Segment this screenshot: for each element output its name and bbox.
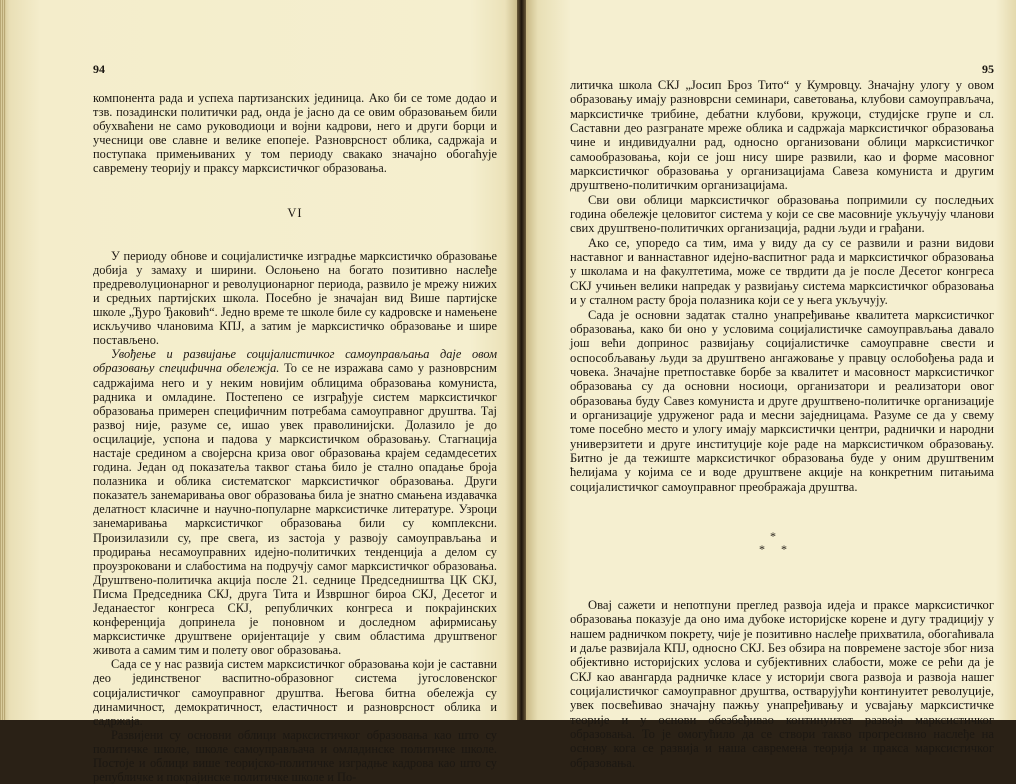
asterisk: * xyxy=(770,528,776,543)
right-page xyxy=(526,0,1016,770)
paragraph: Развијени су основни облици марксистичког образовања као што су политичке школе, школе самоуправљача и омладинске политичке школе. Постоје и облици више теоријско-политичке изградње кадрова као што су републичке и покрајинске политичке школе и По- xyxy=(93,727,497,784)
paragraph xyxy=(93,347,497,657)
paragraph: литичка школа СКЈ „Јосип Броз Тито“ у Кумровцу. Значајну улогу у овом образовању имају разноврсни семинари, саветовања, клубови самоуправљача, марксистичке трибине, дебатни клубови, кружоци, студијске групе и сл. Саставни део разгранате мреже облика и садржаја марксистичког образовања чине и индивидуални рад, односно организовани облици марксистичког самообразовања, који се још нису шире развили, као и форме масовног марксистичког образовања у организацијама Савеза комуниста и другим друштвено-политичким организацијама. xyxy=(570,78,994,193)
paragraph: Овај сажети и непотпуни преглед развоја идеја и праксе марксистичког образовања показује да оно има дубоке историјске корене и дугу традицију у нашем радничком покрету, чије је позитивно наслеђе прихватила, обогаћивала и даље развијала КПЈ, односно СКЈ. Без обзира на повремене застоје због низа објективно историјских услова и субјективних слабости, може се рећи да је СКЈ као авангарда радничке класе у историји свога развоја и развоја нашег социјалистичког самоуправног друштва, остварујући континуитет револуције, увек посвећивао значајну пажњу унапређивању и усвајању марксистичке теорије и у основи обезбеђивао континуитет развоја марксистичког образовања. То је омогућило да се створи такво прогресивно наслеђе на основу кога се развија и наша савремена теорија и пракса марксистичког образовања. xyxy=(570,597,994,770)
paragraph: Сада се у нас развија систем марксистичког образовања који је саставни део јединственог васпитно-образовног система југословенског социјалистичког самоуправног друштва. Његова битна обележја су динамичност, демократичност, еластичност и разноврсност облика и садржаја. xyxy=(93,657,497,728)
section-divider-asterisks xyxy=(570,524,994,584)
paragraph: Сада је основни задатак стално унапређивање квалитета марксистичког образовања, како би оно у условима социјалистичке самоуправљања давало још већи допринос развијању социјалистичке самоуправне свести и оспособљавању људи за друштвено ангажовање у правцу ослобођења рада и човека. Значајне претпоставке борбе за квалитет и масовност марксистичког образовања су да основни носиоци, организатори и реализатори овог образовања буду Савез комуниста и друге друштвено-политичке организације и организације удруженог рада и месни заједницама. Разуме се да у свему томе посебно место и улогу имају марксистички центри, раднички и народни универзитети и друге институције које раде на марксистичком образовању. Битно је да тежиште марксистичког образовања буде у оним друштвеним ћелијама у којима се и воде друштвене акције на конкретним питањима социјалистичког самоуправног преображаја друштва. xyxy=(570,307,994,494)
paragraph: Сви ови облици марксистичког образовања попримили су последњих година обележје целовитог система у који се све масовније укључују чланови свих друштвено-политичких организација, радни људи и грађани. xyxy=(570,192,994,236)
page-number-right: 95 xyxy=(982,62,994,76)
right-page-text xyxy=(570,78,994,770)
book-gutter xyxy=(517,0,526,720)
paragraph: компонента рада и успеха партизанских јединица. Ако би се томе додао и тзв. позадински политички рад, онда је јасно да се овим обрaзовањем били обухваћени не само руководиоци и војни кадрови, него и други борци и учесници ове славне и велике епопеје. Разноврсност облика, садржаја и поступака примењиваних у том периоду свакако значајно обогаћује савремену теорију и праксу марксистичког образовања. xyxy=(93,91,497,176)
left-page-text xyxy=(93,91,497,784)
paragraph-continuation: То се не изражава само у разноврсним садржајима него и у неким новијим облицима образовања комуниста, радника и омладине. Постепено се изграђује систем марксистичког образовања примерен специфичним потребама самоуправног друштва. Тај развој није, разуме се, ишао увек праволинијски. Долазило је до осцилације, успона и падова у марксистичком образовању. Стагнација настаје средином а својерсна криза овог образовања крајем седамдесетих година. Један од показатеља таквог стања било је стално опадање броја полазника и облика систематског марксистичког образовања. Други показатељ занемаривања овог образовања била је знатно смањена издавачка делатност класичне и научно-популарне марксистичке литературе. Узроци занемаривања марксистичког образовања били су комплексни. Произилазили су, пре свега, из застоја у развоју самоуправљања и продирања несамоуправних идејно-политичких тенденција а делом су проузроковани и слабостима на подручју самог марксистичког образовања. Друштвено-политичка акција после 21. седнице Председништва ЦК СКЈ, Писма Председника СКЈ, друга Тита и Извршног бироа СКЈ, Десетог и Једанаестог конгреса СКЈ, републичких конгреса и покрајинских конференција допринела је поновном и доследном афирмисању марксистичке друштвене оријентације у свим областима друштвеног живота а самим тим и полету овог образовања. xyxy=(93,361,497,658)
italic-emphasis: Увођење и развијање социјалистичког самоуправљања даје овом образовању специфична обележја. xyxy=(93,347,497,376)
paragraph: Ако се, упоредо са тим, има у виду да су се развили и разни видови наставног и ваннаставног идејно-васпитног рада и марксистичког образовања у школама и на факултетима, може се тврдити да је после Десетог конгреса СКЈ учињен велики напредак у развијању система марксистичког образовања и у сталном расту броја полазника који се у њега укључују. xyxy=(570,235,994,308)
section-heading: VI xyxy=(287,205,303,220)
paragraph: У периоду обнове и социјалистичке изградње марксистичко образовање добија у замаху и ширини. Ослоњено на богато позитивно наслеђе предреволуционарног и револуционарног периода, развило је мрежу нижих и средњих партијских школа. Посебно је значајан вид Више партијске школе „Ђуро Ђаковић“. Једно време те школе биле су кадровске и намењене искључиво члановима КПЈ, а затим је марксистичко образовање и шире постављено. xyxy=(93,248,497,348)
asterisk: * xyxy=(781,541,787,556)
page-edge-decoration xyxy=(0,0,6,720)
asterisk: * xyxy=(759,541,765,556)
page-number-left: 94 xyxy=(93,62,105,76)
